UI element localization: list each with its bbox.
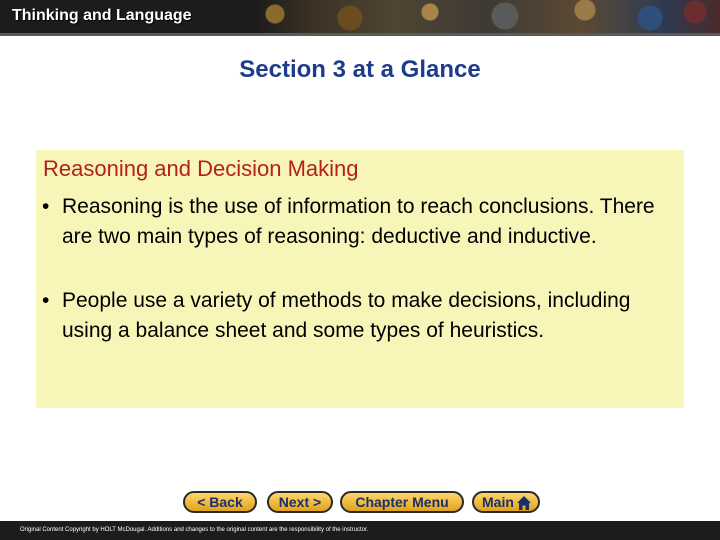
chapter-title: Thinking and Language [12,7,192,24]
chapter-menu-button[interactable] [340,491,464,513]
bullet-symbol: • [42,289,50,312]
back-button-label: < Back [197,494,243,510]
next-button[interactable] [267,491,333,513]
footer-bar [0,521,720,540]
bullet-text: People use a variety of methods to make decisions, including using a balance sheet and some types of heuristics. [62,289,631,342]
next-button-label: Next > [278,494,322,510]
header-banner [0,0,720,33]
banner-collage-image [255,0,720,33]
bullet-item [42,286,682,345]
copyright-text: Original Content Copyright by HOLT McDougal. Additions and changes to the original content are the responsibility of the instructor. [20,527,369,533]
chapter-menu-label: Chapter Menu [355,494,449,510]
content-box [36,150,684,408]
back-button[interactable] [183,491,257,513]
box-heading: Reasoning and Decision Making [43,156,359,181]
main-button-label: Main [482,494,514,510]
bullet-item [42,192,682,251]
bullet-text: Reasoning is the use of information to reach conclusions. There are two main types of reasoning: deductive and inductive. [62,195,655,248]
main-button[interactable] [472,491,540,513]
bullet-symbol: • [42,195,50,218]
header-divider [0,33,720,36]
home-icon [516,495,532,511]
slide-title: Section 3 at a Glance [239,56,481,83]
